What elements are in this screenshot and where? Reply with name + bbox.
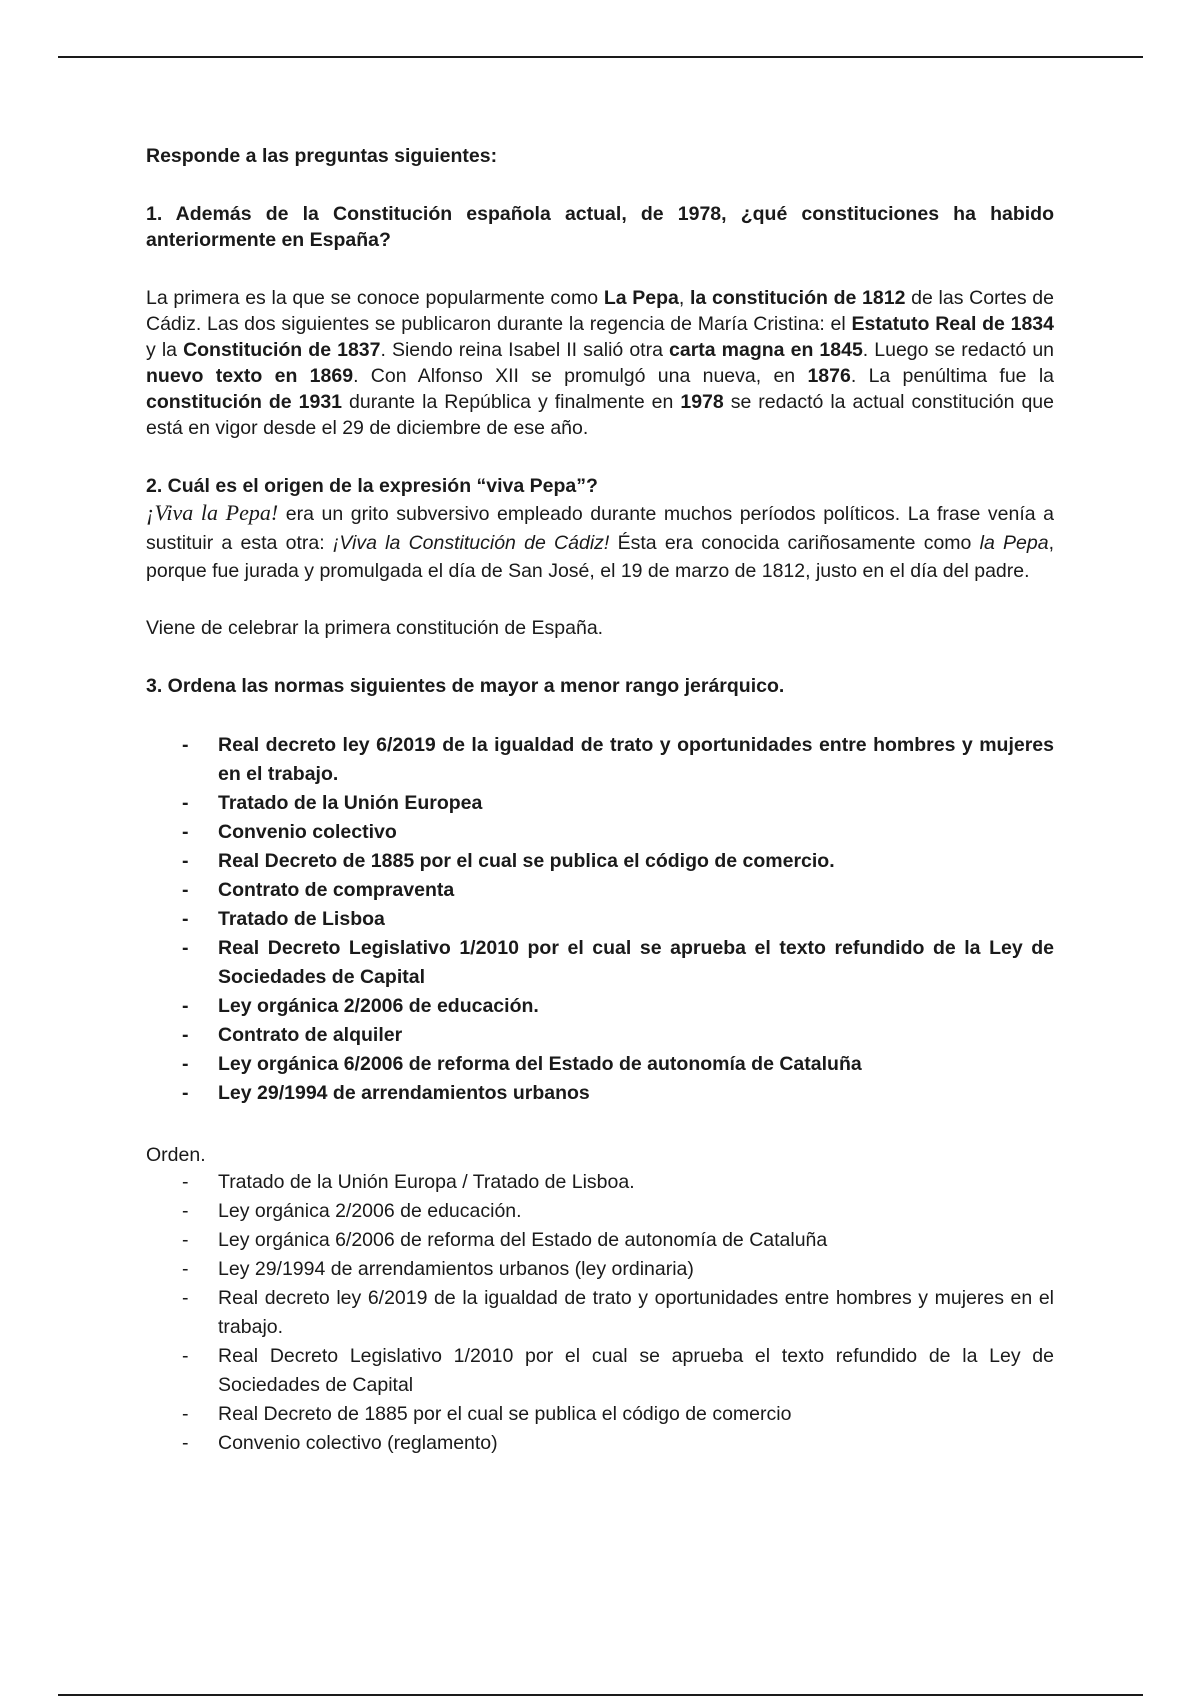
list-item: - Real Decreto Legislativo 1/2010 por el cual se aprueba el texto refundido de la Ley de Sociedades de Capital: [218, 1342, 1054, 1400]
answer-1-text: . Luego se redactó un: [862, 339, 1055, 361]
answer-2-italic: la Pepa: [979, 531, 1049, 554]
list-item: - Ley orgánica 2/2006 de educación.: [218, 992, 1054, 1021]
answer-1-text: y la: [146, 339, 184, 361]
answer-1-bold: La Pepa: [603, 287, 679, 309]
answer-2-text: , porque fue jurada y promulgada el día de San José, el 19 de marzo de 1812, justo en el día del padre.: [146, 531, 1055, 582]
question-2: 2. Cuál es el origen de la expresión “viva Pepa”?: [146, 475, 598, 497]
header-rule: [58, 56, 1143, 58]
list-item: - Tratado de Lisboa: [218, 905, 1054, 934]
list-item: - Tratado de la Unión Europea: [218, 789, 1054, 818]
list-item: - Contrato de compraventa: [218, 876, 1054, 905]
list-item: - Ley orgánica 6/2006 de reforma del Estado de autonomía de Cataluña: [218, 1226, 1054, 1255]
answer-2-italic: ¡Viva la Constitución de Cádiz!: [332, 531, 610, 554]
document-body: [146, 143, 1054, 1458]
norms-list: [146, 731, 1054, 1108]
answer-1-text: ,: [678, 287, 691, 309]
answer-1-bold: Constitución de 1837: [183, 339, 381, 361]
answer-1: [146, 285, 1054, 441]
order-list: [146, 1168, 1054, 1458]
answer-1-text: durante la República y finalmente en: [342, 391, 681, 413]
order-label: Orden.: [146, 1143, 206, 1166]
list-item: - Convenio colectivo: [218, 818, 1054, 847]
answer-1-bold: nuevo texto en 1869: [146, 365, 354, 387]
answer-1-text: de las Cortes de Cádiz. Las dos siguientes se publicaron durante la regencia de María Cristina: el: [146, 287, 1054, 335]
list-item: - Real Decreto Legislativo 1/2010 por el cual se aprueba el texto refundido de la Ley de Sociedades de Capital: [218, 934, 1054, 992]
answer-1-bold: Estatuto Real de 1834: [851, 313, 1054, 335]
answer-1-bold: 1876: [807, 365, 851, 387]
answer-1-text: La primera es la que se conoce popularmente como: [146, 287, 604, 309]
list-item: - Convenio colectivo (reglamento): [218, 1429, 1054, 1458]
answer-1-text: . La penúltima fue la: [850, 365, 1054, 387]
list-item: - Ley orgánica 2/2006 de educación.: [218, 1197, 1054, 1226]
list-item: - Real decreto ley 6/2019 de la igualdad de trato y oportunidades entre hombres y mujeres en el trabajo.: [218, 1284, 1054, 1342]
answer-1-bold: constitución de 1931: [146, 391, 343, 413]
list-item: - Real Decreto de 1885 por el cual se publica el código de comercio.: [218, 847, 1054, 876]
answer-2-text: era un grito subversivo empleado durante muchos períodos políticos. La frase venía a sustituir a esta otra:: [146, 503, 1055, 554]
answer-1-text: . Con Alfonso XII se promulgó una nueva, en: [353, 365, 808, 387]
question-1: 1. Además de la Constitución española actual, de 1978, ¿qué constituciones ha habido anteriormente en España?: [146, 203, 1054, 251]
answer-1-bold: 1978: [680, 391, 724, 413]
list-item: - Real decreto ley 6/2019 de la igualdad de trato y oportunidades entre hombres y mujeres en el trabajo.: [218, 731, 1054, 789]
answer-2: [146, 499, 1054, 586]
answer-1-text: . Siendo reina Isabel II salió otra: [380, 339, 669, 361]
page-heading: Responde a las preguntas siguientes:: [146, 145, 498, 167]
answer-1-bold: la constitución de 1812: [690, 287, 906, 309]
list-item: - Ley 29/1994 de arrendamientos urbanos (ley ordinaria): [218, 1255, 1054, 1284]
question-3: 3. Ordena las normas siguientes de mayor a menor rango jerárquico.: [146, 674, 785, 697]
answer-2-note: Viene de celebrar la primera constitución de España.: [146, 616, 604, 639]
answer-1-bold: carta magna en 1845: [669, 339, 863, 361]
list-item: - Ley orgánica 6/2006 de reforma del Estado de autonomía de Cataluña: [218, 1050, 1054, 1079]
answer-1-text: se redactó la actual constitución que está en vigor desde el 29 de diciembre de ese año.: [146, 391, 1054, 439]
answer-2-italic: ¡Viva la Pepa!: [146, 500, 279, 525]
list-item: - Contrato de alquiler: [218, 1021, 1054, 1050]
list-item: - Tratado de la Unión Europa / Tratado de Lisboa.: [218, 1168, 1054, 1197]
list-item: - Real Decreto de 1885 por el cual se publica el código de comercio: [218, 1400, 1054, 1429]
answer-2-text: Ésta era conocida cariñosamente como: [609, 531, 980, 554]
list-item: - Ley 29/1994 de arrendamientos urbanos: [218, 1079, 1054, 1108]
footer-rule: [58, 1694, 1143, 1696]
